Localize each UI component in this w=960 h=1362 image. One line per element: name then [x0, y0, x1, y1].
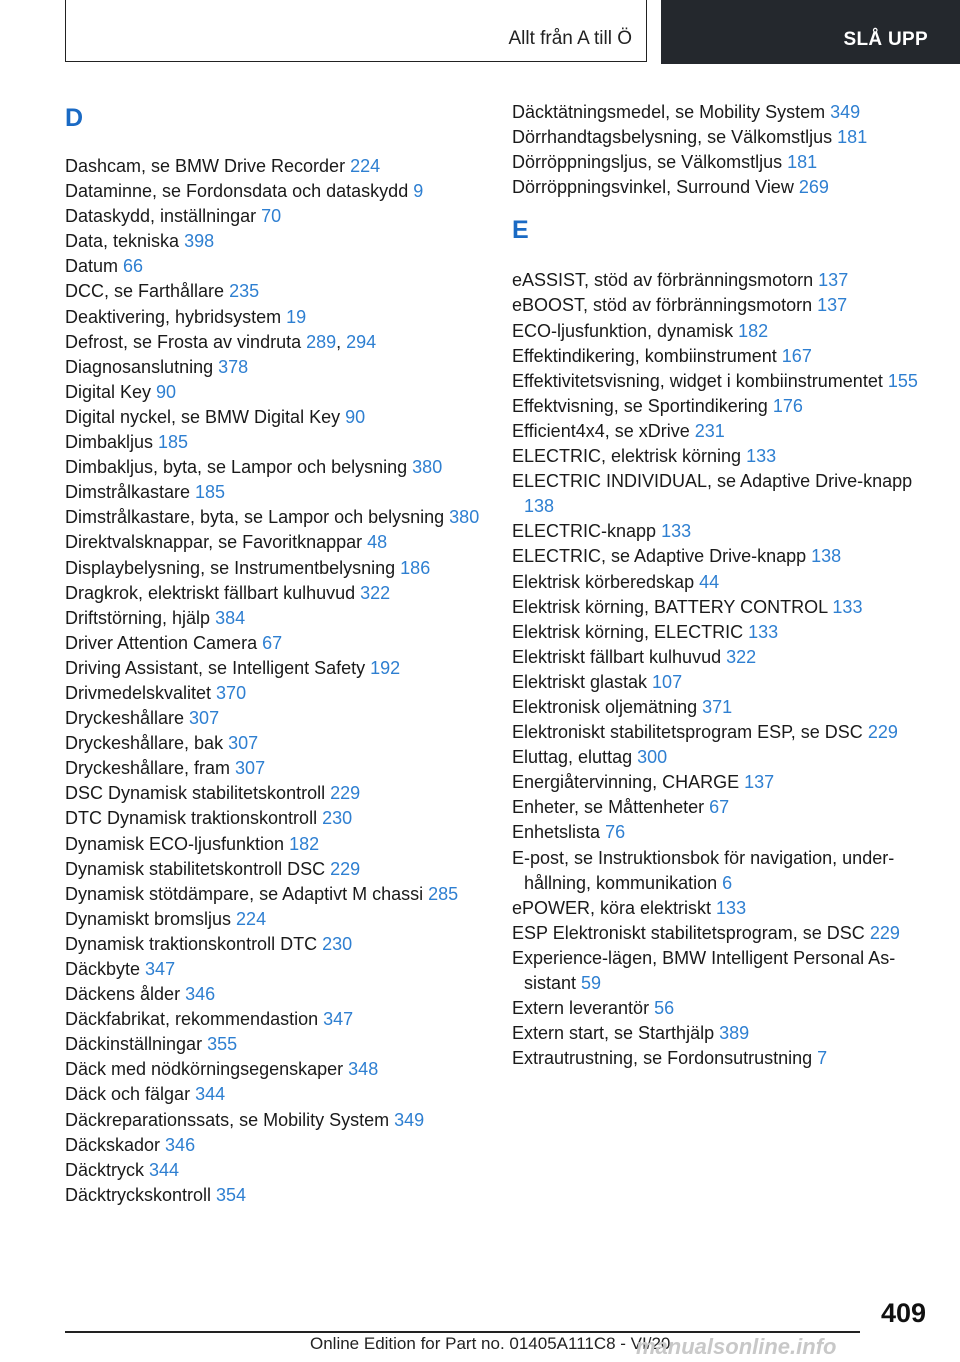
index-entry	[512, 921, 922, 946]
entry-text: Däckinställningar	[65, 1034, 208, 1055]
entry-text: Dynamisk stötdämpare, se Adaptivt M chassi	[65, 883, 429, 904]
index-entry	[65, 832, 505, 857]
page-link[interactable]: 230	[322, 808, 353, 829]
page-link[interactable]: 371	[702, 696, 733, 717]
page-link[interactable]: 19	[286, 306, 307, 327]
page-link[interactable]: 176	[772, 395, 803, 416]
entry-text: Däckreparationssats, se Mobility System	[65, 1109, 395, 1130]
entries-continued	[512, 100, 922, 200]
entry-text: Dataskydd, inställningar	[65, 206, 262, 227]
index-entry	[65, 706, 505, 731]
watermark-logo: manualsonline.info	[636, 1334, 837, 1359]
page-link[interactable]: 231	[694, 420, 725, 441]
index-entry	[65, 681, 505, 706]
page-link[interactable]: 138	[524, 496, 555, 517]
index-entry	[512, 745, 922, 770]
entry-text: Deaktivering, hybridsystem	[65, 306, 287, 327]
index-entry	[65, 1183, 505, 1208]
index-entry	[65, 731, 505, 756]
entry-text: Dynamisk ECO-ljusfunktion	[65, 833, 290, 854]
index-entry	[512, 444, 922, 469]
index-entry	[65, 505, 505, 530]
page-link[interactable]: 344	[195, 1084, 226, 1105]
entry-text: ELECTRIC INDIVIDUAL, se Adaptive Drive-knapp	[512, 471, 913, 492]
entry-text: Data, tekniska	[65, 231, 185, 252]
index-entry	[65, 1082, 505, 1107]
entry-text: Effektvisning, se Sportindikering	[512, 395, 773, 416]
entry-text: Dörröppningsvinkel, Surround View	[512, 177, 799, 198]
index-entry	[65, 1158, 505, 1183]
entry-text: ESP Elektroniskt stabilitetsprogram, se DSC	[512, 922, 870, 943]
page-link[interactable]: 137	[817, 295, 848, 316]
index-entry	[65, 480, 505, 505]
page-link[interactable]: 230	[322, 933, 353, 954]
entry-text: Dynamisk stabilitetskontroll DSC	[65, 858, 331, 879]
page-link[interactable]: 354	[216, 1184, 247, 1205]
index-entry	[65, 455, 505, 480]
page-link[interactable]: 229	[869, 922, 900, 943]
entry-text: Dörröppningsljus, se Välkomstljus	[512, 152, 788, 173]
page-link[interactable]: 229	[330, 858, 361, 879]
page-link[interactable]: 349	[394, 1109, 425, 1130]
index-entry	[512, 150, 922, 175]
page-link[interactable]: 137	[744, 772, 775, 793]
index-entry	[512, 1046, 922, 1071]
tab-a-to-z[interactable]	[65, 0, 647, 62]
index-entry	[512, 946, 922, 996]
page-link[interactable]: 67	[262, 632, 283, 653]
index-entry	[65, 882, 505, 907]
page-link[interactable]: 346	[165, 1134, 196, 1155]
page-link[interactable]: 76	[605, 822, 626, 843]
page-link[interactable]: 346	[185, 984, 216, 1005]
entry-text: E-post, se Instruktionsbok för navigation, underhållning, kommunikation	[512, 847, 895, 893]
index-entry	[65, 204, 505, 229]
index-entry	[65, 656, 505, 681]
index-column-left	[65, 100, 505, 1208]
entry-text: Dataminne, se Fordonsdata och dataskydd	[65, 181, 414, 202]
entry-text: Dynamiskt bromsljus	[65, 908, 237, 929]
index-entry	[65, 857, 505, 882]
entry-text: Driving Assistant, se Intelligent Safety	[65, 657, 371, 678]
index-entry	[512, 394, 922, 419]
index-entry	[65, 305, 505, 330]
page-link[interactable]: 347	[145, 959, 176, 979]
entry-text: Direktvalsknappar, se Favoritknappar	[65, 532, 368, 553]
page-link[interactable]: 378	[218, 356, 249, 377]
page-link[interactable]: 370	[216, 682, 247, 703]
index-entry	[512, 125, 922, 150]
page-link[interactable]: 307	[235, 758, 266, 779]
index-entry	[65, 229, 505, 254]
page-link[interactable]: 229	[867, 722, 898, 743]
index-entry	[65, 982, 505, 1007]
entry-text: Dryckeshållare, bak	[65, 733, 229, 754]
page-link[interactable]: 181	[837, 127, 868, 148]
entry-text: Digital Key	[65, 381, 157, 402]
index-entry	[65, 1057, 505, 1082]
entry-text: Energiåtervinning, CHARGE	[512, 772, 745, 793]
entry-text: Displaybelysning, se Instrumentbelysning	[65, 557, 401, 578]
entry-text: DSC Dynamisk stabilitetskontroll	[65, 783, 331, 804]
index-entry	[65, 631, 505, 656]
index-entry	[512, 268, 922, 293]
page-link[interactable]: 344	[149, 1159, 180, 1180]
index-entry	[65, 957, 505, 982]
page-link[interactable]: 294	[346, 331, 377, 352]
index-entry	[512, 369, 922, 394]
entry-text: eBOOST, stöd av förbränningsmotorn	[512, 295, 818, 316]
entry-text: Däckskador	[65, 1134, 166, 1155]
page-link[interactable]: 185	[158, 432, 189, 453]
page-link[interactable]: 307	[228, 733, 259, 754]
index-entry	[512, 519, 922, 544]
entry-text: ELECTRIC, se Adaptive Drive-knapp	[512, 546, 812, 567]
entry-text: Extern leverantör	[512, 998, 655, 1019]
index-entry	[65, 405, 505, 430]
page-link[interactable]: 181	[787, 152, 818, 173]
entry-text: Dimstrålkastare, byta, se Lampor och belysning	[65, 507, 450, 528]
page-link[interactable]: 224	[350, 156, 381, 176]
entry-text: Drivmedelskvalitet	[65, 682, 217, 703]
page-link[interactable]: 67	[709, 797, 730, 818]
page-link[interactable]: 6	[722, 872, 733, 893]
entry-text: Elektrisk körning, BATTERY CONTROL	[512, 596, 833, 617]
page-link[interactable]: 90	[345, 406, 366, 427]
page-link[interactable]: 224	[236, 908, 267, 929]
index-entry	[65, 781, 505, 806]
index-entry	[512, 645, 922, 670]
entry-text: Dimbakljus, byta, se Lampor och belysning	[65, 457, 413, 478]
page-link[interactable]: 44	[699, 571, 720, 592]
index-entry	[512, 1021, 922, 1046]
entry-text: Enheter, se Måttenheter	[512, 797, 710, 818]
entry-text: Extern start, se Starthjälp	[512, 1023, 720, 1044]
entry-text: eASSIST, stöd av förbränningsmotorn	[512, 270, 819, 291]
entry-text: Däcktryck	[65, 1159, 150, 1180]
page-link[interactable]: 107	[652, 671, 683, 692]
entry-text: Effektindikering, kombiinstrument	[512, 345, 782, 366]
entry-text: Däck och fälgar	[65, 1084, 196, 1105]
index-entry	[65, 1133, 505, 1158]
index-entry	[65, 254, 505, 279]
entry-text: Diagnosanslutning	[65, 356, 219, 377]
entries-e	[512, 268, 922, 1071]
entry-text: Dragkrok, elektriskt fällbart kulhuvud	[65, 582, 361, 603]
tab-a-to-z-label: Allt från A till Ö	[508, 28, 632, 49]
index-entry	[65, 530, 505, 555]
entry-text: Defrost, se Frosta av vindruta	[65, 331, 307, 352]
page-link[interactable]: 289	[306, 331, 337, 352]
tab-index[interactable]	[661, 0, 960, 64]
page-link[interactable]: 186	[400, 557, 431, 578]
page-link[interactable]: 137	[818, 270, 849, 291]
index-entry	[65, 179, 505, 204]
page-link[interactable]: 384	[215, 607, 246, 628]
entry-text: Dashcam, se BMW Drive Recorder	[65, 156, 351, 176]
entry-text: Elektronisk oljemätning	[512, 696, 703, 717]
index-entry	[512, 570, 922, 595]
entry-text: Däcktryckskontroll	[65, 1184, 217, 1205]
index-entry	[65, 355, 505, 380]
page-link[interactable]: 133	[716, 897, 747, 918]
index-entry	[512, 770, 922, 795]
index-entry	[512, 419, 922, 444]
page-link[interactable]: 349	[830, 102, 861, 122]
index-entry	[65, 1108, 505, 1133]
entry-text: Elektriskt glastak	[512, 671, 653, 692]
entry-text: ECO-ljusfunktion, dynamisk	[512, 320, 739, 341]
entry-text: Elektriskt fällbart kulhuvud	[512, 646, 727, 667]
entry-text: DCC, se Farthållare	[65, 281, 230, 302]
index-entry	[65, 380, 505, 405]
index-entry	[65, 932, 505, 957]
entry-text: Elektrisk körberedskap	[512, 571, 700, 592]
index-entry	[512, 595, 922, 620]
top-navigation	[65, 0, 960, 64]
page-link[interactable]: 9	[413, 181, 424, 202]
entry-text: Däcktätningsmedel, se Mobility System	[512, 102, 831, 122]
entry-text: ePOWER, köra elektriskt	[512, 897, 717, 918]
entry-text: Effektivitetsvisning, widget i kombiinstrumentet	[512, 370, 888, 391]
index-entry	[512, 720, 922, 745]
index-entry	[65, 279, 505, 304]
page-link[interactable]: 7	[817, 1048, 828, 1069]
page-link[interactable]: 389	[719, 1023, 750, 1044]
page-link[interactable]: 133	[832, 596, 863, 617]
page-link[interactable]: 182	[289, 833, 320, 854]
page-link[interactable]: 192	[370, 657, 401, 678]
index-entry	[512, 293, 922, 318]
entry-text: Dimstrålkastare	[65, 482, 196, 503]
section-letter-e: E	[512, 216, 529, 245]
page-link[interactable]: 229	[330, 783, 361, 804]
index-column-right	[512, 100, 922, 1071]
entry-text: Experience-lägen, BMW Intelligent Personal Assistant	[512, 947, 896, 993]
page-link[interactable]: 133	[748, 621, 779, 642]
page-link[interactable]: 70	[261, 206, 282, 227]
entry-text: Dörrhandtagsbelysning, se Välkomstljus	[512, 127, 838, 148]
index-entry	[512, 620, 922, 645]
index-entry	[65, 581, 505, 606]
page-number: 409	[880, 1298, 926, 1328]
entry-text: Däck med nödkörningsegenskaper	[65, 1059, 349, 1080]
page-link[interactable]: 380	[449, 507, 480, 528]
page-link[interactable]: 138	[811, 546, 842, 567]
page-link[interactable]: 285	[428, 883, 459, 904]
index-entry	[512, 544, 922, 569]
index-entry	[65, 756, 505, 781]
page-link[interactable]: 269	[798, 177, 829, 198]
entry-text: Extrautrustning, se Fordonsutrustning	[512, 1048, 818, 1069]
page-link[interactable]: 167	[781, 345, 812, 366]
entry-text: Datum	[65, 256, 124, 277]
index-entry	[512, 469, 922, 519]
entry-text: Enhetslista	[512, 822, 606, 843]
page-link[interactable]: 56	[654, 998, 675, 1019]
tab-index-label: SLÅ UPP	[843, 29, 928, 50]
entry-text: Dryckeshållare, fram	[65, 758, 236, 779]
page-link[interactable]: 322	[360, 582, 391, 603]
index-entry	[65, 606, 505, 631]
index-entry	[512, 344, 922, 369]
index-entry	[512, 795, 922, 820]
page-link[interactable]: 347	[323, 1009, 354, 1030]
index-entry	[512, 846, 922, 896]
entry-text: Driver Attention Camera	[65, 632, 263, 653]
index-entry	[65, 907, 505, 932]
index-entry	[65, 430, 505, 455]
index-entry	[512, 896, 922, 921]
entry-text: ELECTRIC, elektrisk körning	[512, 446, 747, 467]
page-link[interactable]: 59	[581, 973, 602, 993]
index-entry	[512, 820, 922, 845]
footer-divider	[65, 1331, 860, 1333]
entry-text: Eluttag, eluttag	[512, 747, 638, 768]
entry-text: Driftstörning, hjälp	[65, 607, 216, 628]
entry-text: Däckens ålder	[65, 984, 186, 1005]
index-entry	[512, 670, 922, 695]
edition-text: Online Edition for Part no. 01405A111C8 - VI/20	[310, 1334, 671, 1353]
page-link[interactable]: 133	[746, 446, 777, 467]
index-entry	[512, 319, 922, 344]
page-link[interactable]: 235	[229, 281, 260, 302]
page-link[interactable]: 155	[887, 370, 918, 391]
page-link[interactable]: 133	[661, 521, 692, 542]
entry-text: Efficient4x4, se xDrive	[512, 420, 695, 441]
index-entry	[512, 100, 922, 125]
index-entry	[512, 996, 922, 1021]
page-link[interactable]: 322	[726, 646, 757, 667]
index-entry	[512, 175, 922, 200]
index-entry	[65, 556, 505, 581]
page-link[interactable]: 380	[412, 457, 443, 478]
entry-text: ELECTRIC-knapp	[512, 521, 662, 542]
page-link[interactable]: 307	[189, 708, 220, 729]
page-link[interactable]: 185	[195, 482, 226, 503]
page-link[interactable]: 398	[184, 231, 215, 252]
page-link[interactable]: 66	[123, 256, 144, 277]
index-entry	[65, 154, 505, 179]
entry-text: Däckfabrikat, rekommendastion	[65, 1009, 324, 1030]
entry-text: Dynamisk traktionskontroll DTC	[65, 933, 323, 954]
entry-text: DTC Dynamisk traktionskontroll	[65, 808, 323, 829]
index-entry	[65, 1032, 505, 1057]
entry-text: Däckbyte	[65, 959, 146, 979]
index-entry	[65, 1007, 505, 1032]
entry-text: Elektroniskt stabilitetsprogram ESP, se DSC	[512, 722, 868, 743]
page-link[interactable]: 182	[738, 320, 769, 341]
index-entry	[512, 695, 922, 720]
page-link[interactable]: 348	[348, 1059, 379, 1080]
entry-text: Digital nyckel, se BMW Digital Key	[65, 406, 346, 427]
entry-text: Dimbakljus	[65, 432, 159, 453]
entry-text: Elektrisk körning, ELECTRIC	[512, 621, 749, 642]
page-link[interactable]: 300	[637, 747, 668, 768]
index-entry: Defrost, se Frosta av vindruta 289, 294	[65, 331, 377, 352]
page-link[interactable]: 48	[367, 532, 388, 553]
section-letter-d: D	[65, 104, 84, 132]
page-link[interactable]: 355	[207, 1034, 238, 1055]
index-entry	[65, 806, 505, 831]
entry-text: Dryckeshållare	[65, 708, 190, 729]
page-link[interactable]: 90	[156, 381, 177, 402]
